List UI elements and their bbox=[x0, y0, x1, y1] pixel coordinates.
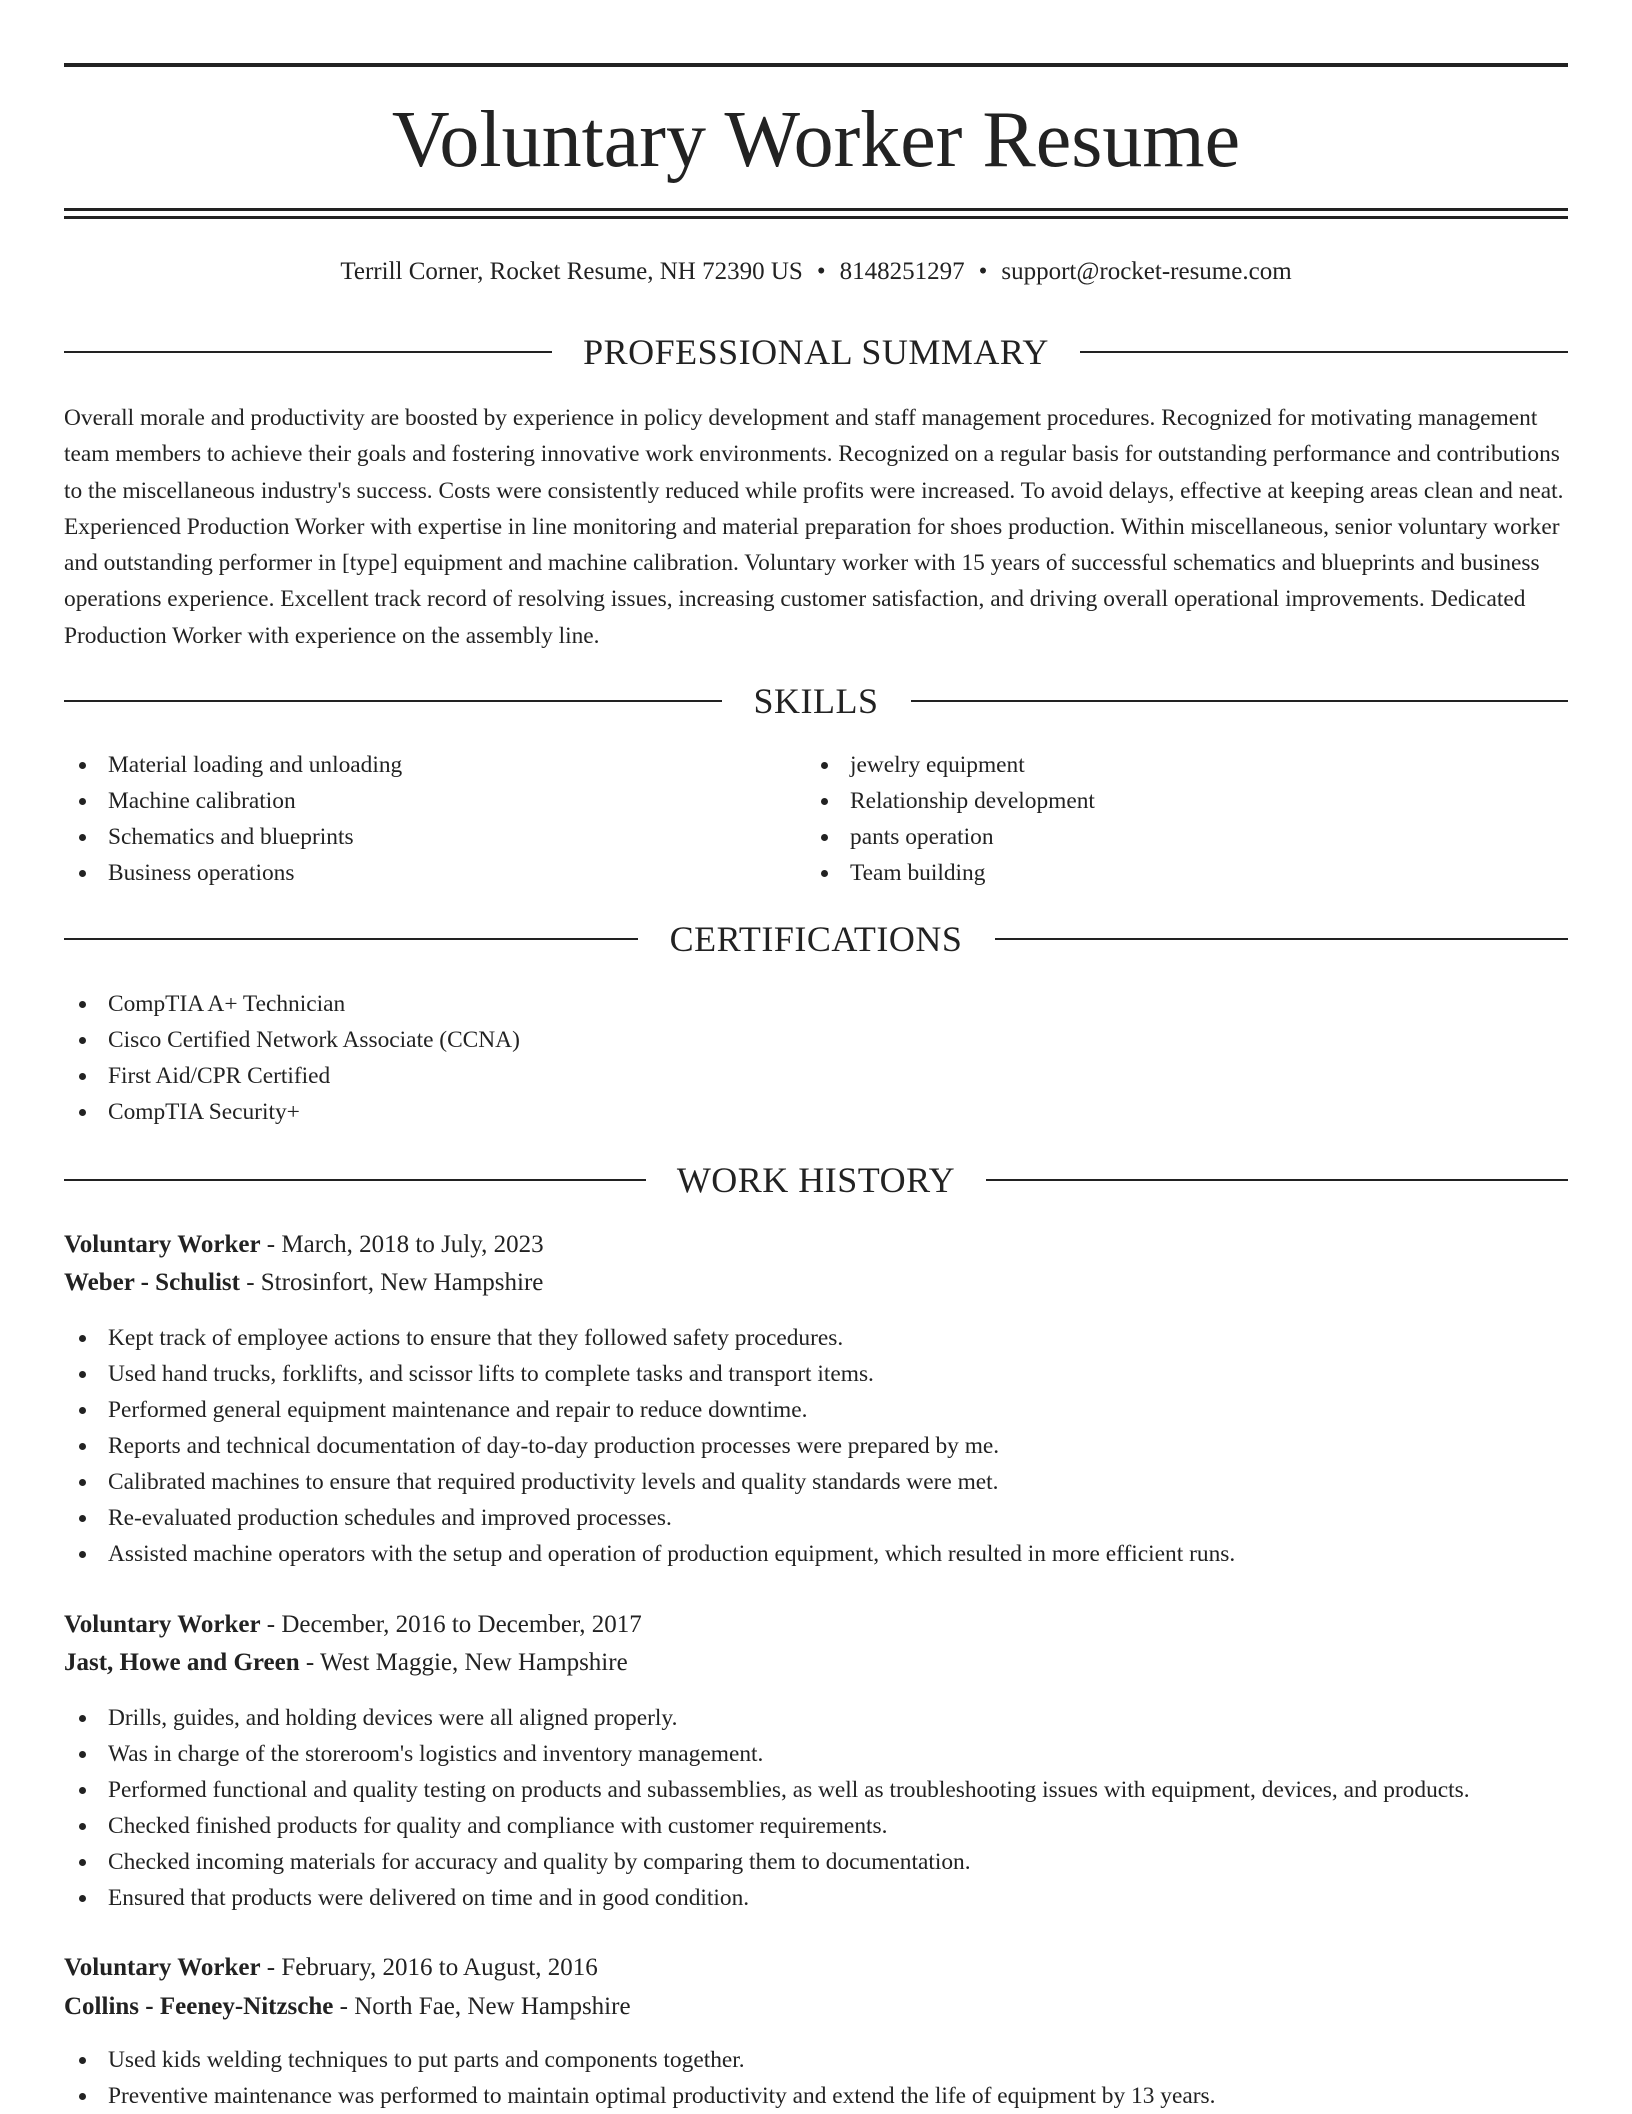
job-role: Voluntary Worker bbox=[64, 1954, 261, 1981]
job-company: Weber - Schulist bbox=[64, 1269, 240, 1296]
job-bullet: Drills, guides, and holding devices were all aligned properly. bbox=[64, 1700, 1470, 1736]
job-company: Jast, Howe and Green bbox=[64, 1649, 300, 1676]
job-role: Voluntary Worker bbox=[64, 1231, 261, 1258]
skill-item: pants operation bbox=[806, 819, 1095, 855]
job-bullet: Reports and technical documentation of day-to-day production processes were prepared by me. bbox=[64, 1428, 1235, 1464]
section-heading-label: PROFESSIONAL SUMMARY bbox=[583, 332, 1049, 372]
job-location: - Strosinfort, New Hampshire bbox=[239, 1269, 544, 1296]
job-bullet: Calibrated machines to ensure that required productivity levels and quality standards were met. bbox=[64, 1464, 1235, 1500]
job-bullets bbox=[64, 1320, 1235, 1572]
heading-rule-right bbox=[986, 1179, 1568, 1181]
header-top-rule bbox=[64, 63, 1568, 67]
skill-item: Machine calibration bbox=[64, 783, 402, 819]
skill-item: Team building bbox=[806, 855, 1095, 891]
contact-phone: 8148251297 bbox=[839, 258, 965, 285]
job-title-line bbox=[64, 1949, 598, 1987]
heading-rule-right bbox=[911, 700, 1568, 702]
certifications-list bbox=[64, 986, 520, 1130]
job-dates: - March, 2018 to July, 2023 bbox=[260, 1231, 544, 1258]
section-heading-summary bbox=[64, 332, 1568, 372]
heading-rule-right bbox=[995, 938, 1568, 940]
header-bottom-rule-lower bbox=[64, 216, 1568, 219]
skills-list-left bbox=[64, 747, 402, 891]
certification-item: CompTIA Security+ bbox=[64, 1094, 520, 1130]
job-bullet: Kept track of employee actions to ensure that they followed safety procedures. bbox=[64, 1320, 1235, 1356]
job-bullet: Checked finished products for quality and compliance with customer requirements. bbox=[64, 1808, 1470, 1844]
job-title-line bbox=[64, 1606, 642, 1644]
contact-email: support@rocket-resume.com bbox=[1001, 258, 1292, 285]
job-company-line bbox=[64, 1644, 628, 1682]
contact-separator: • bbox=[978, 258, 988, 285]
job-company: Collins - Feeney-Nitzsche bbox=[64, 1993, 334, 2020]
contact-line bbox=[64, 254, 1568, 290]
job-company-line bbox=[64, 1988, 631, 2026]
certification-item: Cisco Certified Network Associate (CCNA) bbox=[64, 1022, 520, 1058]
job-bullet: Checked incoming materials for accuracy and quality by comparing them to documentation. bbox=[64, 1844, 1470, 1880]
job-bullet: Used kids welding techniques to put parts and components together. bbox=[64, 2042, 1215, 2078]
job-role: Voluntary Worker bbox=[64, 1611, 261, 1638]
job-location: - North Fae, New Hampshire bbox=[333, 1993, 631, 2020]
job-bullet: Used hand trucks, forklifts, and scissor lifts to complete tasks and transport items. bbox=[64, 1356, 1235, 1392]
contact-address: Terrill Corner, Rocket Resume, NH 72390 US bbox=[340, 258, 803, 285]
section-heading-certifications bbox=[64, 919, 1568, 959]
job-bullet: Ensured that products were delivered on time and in good condition. bbox=[64, 1880, 1470, 1916]
job-company-line bbox=[64, 1264, 543, 1302]
skill-item: Business operations bbox=[64, 855, 402, 891]
skill-item: jewelry equipment bbox=[806, 747, 1095, 783]
summary-paragraph: Overall morale and productivity are boosted by experience in policy development and staff management procedures. Recognized for motivating management team members to achieve their goals and fostering innovative work environments. Recognized on a regular basis for outstanding performance and contributions to the miscellaneous industry's success. Costs were consistently reduced while profits were increased. To avoid delays, effective at keeping areas clean and neat. Experienced Production Worker with expertise in line monitoring and material preparation for shoes production. Within miscellaneous, senior voluntary worker and outstanding performer in [type] equipment and machine calibration. Voluntary worker with 15 years of successful schematics and blueprints and business operations experience. Excellent track record of resolving issues, increasing customer satisfaction, and driving overall operational improvements. Dedicated Production Worker with experience on the assembly line. bbox=[64, 405, 1564, 649]
contact-separator: • bbox=[816, 258, 826, 285]
job-bullet: Assisted machine operators with the setup and operation of production equipment, which resulted in more efficient runs. bbox=[64, 1536, 1235, 1572]
skill-item: Material loading and unloading bbox=[64, 747, 402, 783]
heading-rule-right bbox=[1080, 351, 1568, 353]
certification-item: First Aid/CPR Certified bbox=[64, 1058, 520, 1094]
section-heading-label: SKILLS bbox=[753, 681, 879, 721]
job-bullet: Preventive maintenance was performed to maintain optimal productivity and extend the life of equipment by 13 years. bbox=[64, 2078, 1215, 2114]
skills-list-right bbox=[806, 747, 1095, 891]
section-heading-skills bbox=[64, 681, 1568, 721]
job-bullets bbox=[64, 2042, 1215, 2114]
job-dates: - December, 2016 to December, 2017 bbox=[260, 1611, 642, 1638]
skill-item: Relationship development bbox=[806, 783, 1095, 819]
section-heading-label: CERTIFICATIONS bbox=[669, 919, 963, 959]
header-bottom-rule-upper bbox=[64, 208, 1568, 211]
job-bullet: Re-evaluated production schedules and improved processes. bbox=[64, 1500, 1235, 1536]
job-bullet: Performed general equipment maintenance and repair to reduce downtime. bbox=[64, 1392, 1235, 1428]
page-title: Voluntary Worker Resume bbox=[391, 96, 1241, 184]
job-location: - West Maggie, New Hampshire bbox=[299, 1649, 628, 1676]
skill-item: Schematics and blueprints bbox=[64, 819, 402, 855]
job-title-line bbox=[64, 1226, 544, 1264]
job-bullets bbox=[64, 1700, 1470, 1916]
job-dates: - February, 2016 to August, 2016 bbox=[260, 1954, 598, 1981]
certification-item: CompTIA A+ Technician bbox=[64, 986, 520, 1022]
section-heading-label: WORK HISTORY bbox=[676, 1160, 956, 1200]
job-bullet: Performed functional and quality testing on products and subassemblies, as well as troubleshooting issues with equipment, devices, and products. bbox=[64, 1772, 1470, 1808]
section-heading-work-history bbox=[64, 1160, 1568, 1200]
job-bullet: Was in charge of the storeroom's logistics and inventory management. bbox=[64, 1736, 1470, 1772]
